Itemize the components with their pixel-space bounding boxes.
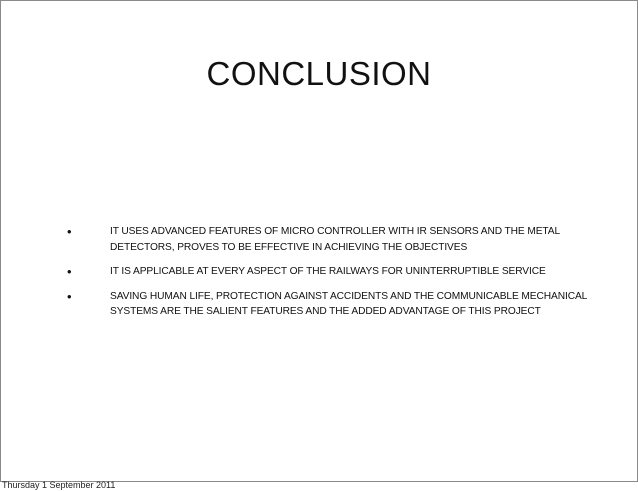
bullet-text: SAVING HUMAN LIFE, PROTECTION AGAINST ACCIDENTS AND THE COMMUNICABLE MECHANICAL SYSTEMS ARE THE SALIENT FEATURES AND THE ADDED ADVANTAGE OF THIS PROJECT — [110, 290, 587, 317]
bullet-list — [67, 224, 587, 329]
bullet-text: IT USES ADVANCED FEATURES OF MICRO CONTROLLER WITH IR SENSORS AND THE METAL DETECTORS, PROVES TO BE EFFECTIVE IN ACHIEVING THE OBJECTIVES — [110, 226, 560, 253]
bullet-icon: • — [67, 264, 72, 279]
bullet-item — [67, 264, 587, 280]
bullet-icon: • — [67, 288, 72, 304]
bullet-item — [67, 224, 587, 255]
bullet-text: IT IS APPLICABLE AT EVERY ASPECT OF THE RAILWAYS FOR UNINTERRUPTIBLE SERVICE — [110, 266, 546, 277]
slide-title: CONCLUSION — [206, 55, 432, 92]
bullet-icon: • — [67, 224, 72, 239]
footer-date: Thursday 1 September 2011 — [2, 480, 116, 490]
bullet-item — [67, 289, 587, 320]
